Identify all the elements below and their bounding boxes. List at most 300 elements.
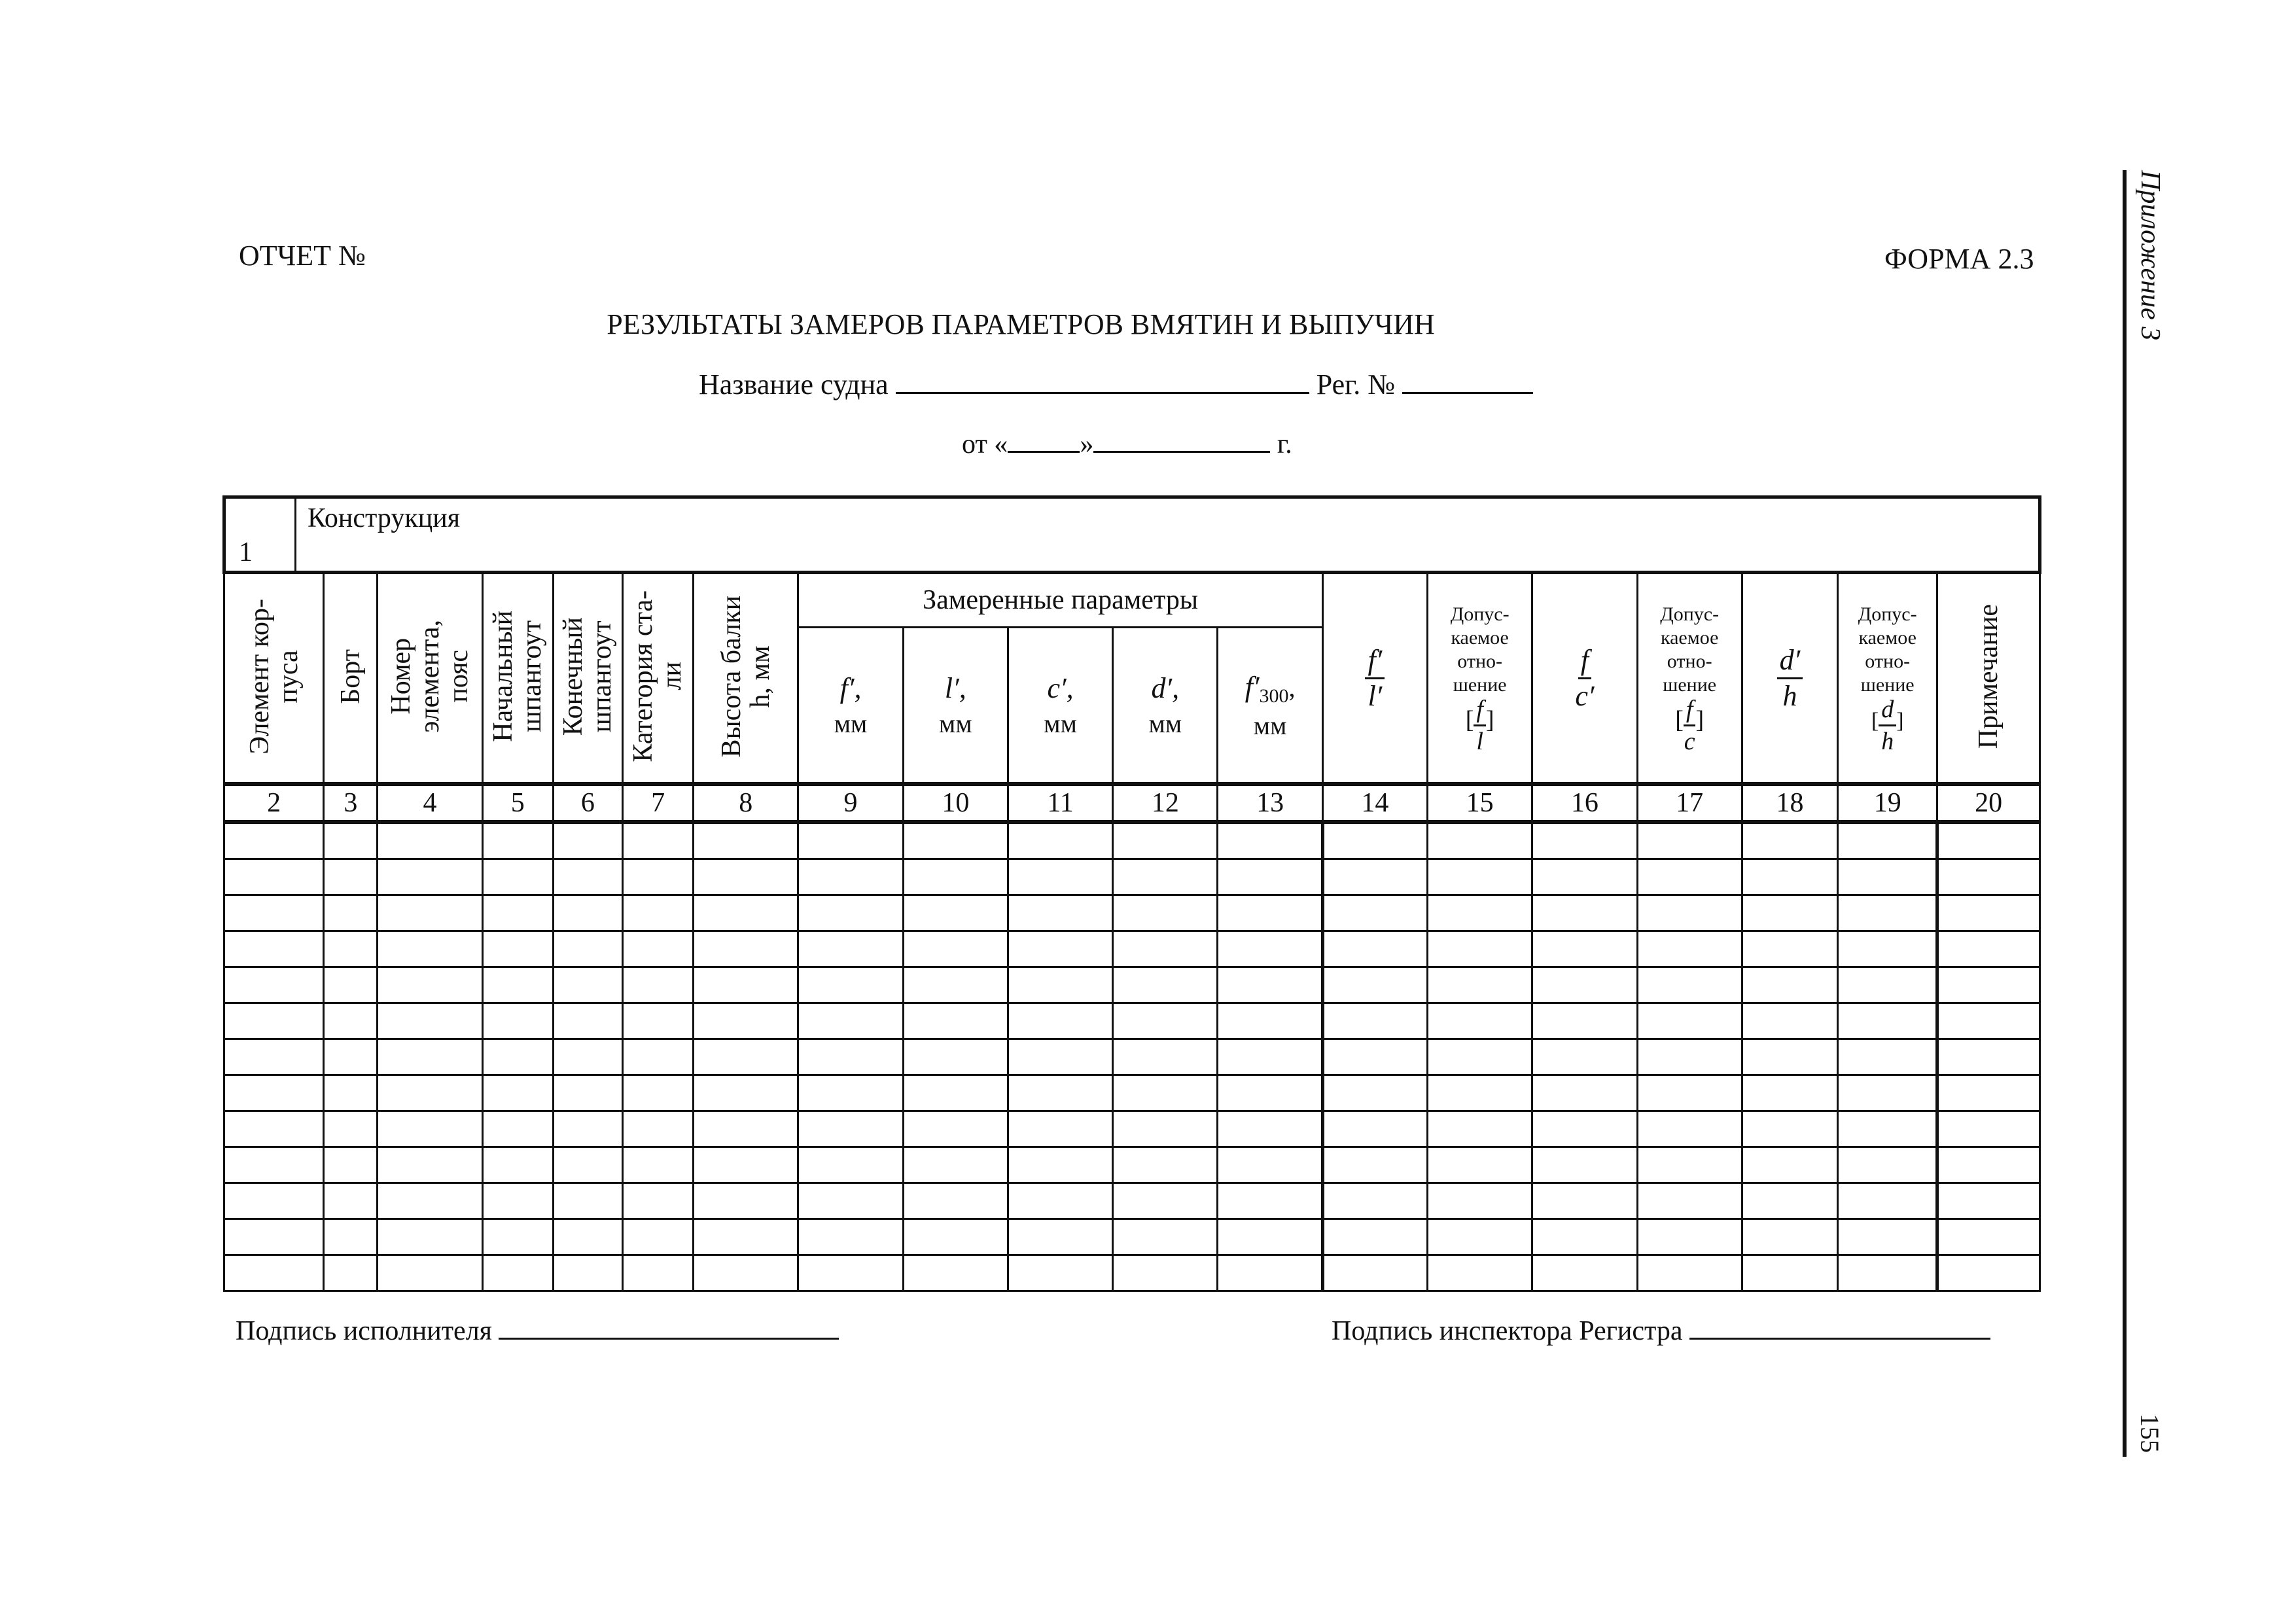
table-cell[interactable] bbox=[798, 1075, 903, 1111]
table-cell[interactable] bbox=[694, 1147, 798, 1183]
table-cell[interactable] bbox=[1937, 967, 2040, 1003]
table-cell[interactable] bbox=[694, 822, 798, 859]
table-cell[interactable] bbox=[1322, 1075, 1427, 1111]
table-cell[interactable] bbox=[1838, 859, 1937, 895]
table-cell[interactable] bbox=[1428, 1003, 1532, 1039]
table-cell[interactable] bbox=[903, 931, 1008, 967]
table-cell[interactable] bbox=[798, 1219, 903, 1255]
header-end-frame: Конечный шпангоут bbox=[553, 573, 622, 785]
table-cell[interactable] bbox=[1218, 1075, 1322, 1111]
column-number-cell: 19 bbox=[1838, 784, 1937, 822]
table-cell[interactable] bbox=[1532, 931, 1637, 967]
table-cell[interactable] bbox=[1838, 1147, 1937, 1183]
table-cell[interactable] bbox=[1322, 1039, 1427, 1075]
ship-name-field[interactable] bbox=[896, 392, 1309, 394]
table-cell[interactable] bbox=[1742, 822, 1837, 859]
table-cell[interactable] bbox=[553, 895, 622, 931]
table-cell[interactable] bbox=[1322, 895, 1427, 931]
table-cell[interactable] bbox=[482, 822, 553, 859]
table-cell[interactable] bbox=[378, 822, 482, 859]
table-cell[interactable] bbox=[798, 859, 903, 895]
table-cell[interactable] bbox=[1428, 967, 1532, 1003]
table-cell[interactable] bbox=[694, 1183, 798, 1219]
table-cell[interactable] bbox=[798, 1183, 903, 1219]
table-cell[interactable] bbox=[1113, 1075, 1218, 1111]
table-cell[interactable] bbox=[324, 1219, 378, 1255]
header-hull-element: Элемент кор- пуса bbox=[224, 573, 324, 785]
table-cell[interactable] bbox=[224, 822, 324, 859]
table-cell[interactable] bbox=[1428, 1219, 1532, 1255]
table-cell[interactable] bbox=[482, 859, 553, 895]
table-cell[interactable] bbox=[903, 1075, 1008, 1111]
table-cell[interactable] bbox=[694, 1075, 798, 1111]
table-cell[interactable] bbox=[798, 931, 903, 967]
table-cell[interactable] bbox=[1742, 895, 1837, 931]
header-param-d: d′, мм bbox=[1113, 628, 1218, 785]
table-cell[interactable] bbox=[378, 1183, 482, 1219]
table-cell[interactable] bbox=[553, 1147, 622, 1183]
table-cell[interactable] bbox=[1008, 895, 1112, 931]
table-cell[interactable] bbox=[324, 1255, 378, 1291]
table-cell[interactable] bbox=[1322, 1219, 1427, 1255]
table-cell[interactable] bbox=[1838, 1003, 1937, 1039]
page-number: 155 bbox=[2135, 1414, 2164, 1453]
table-cell[interactable] bbox=[553, 967, 622, 1003]
column-number-cell: 4 bbox=[378, 784, 482, 822]
table-cell[interactable] bbox=[224, 1111, 324, 1147]
table-cell[interactable] bbox=[482, 1111, 553, 1147]
table-row bbox=[224, 1147, 2040, 1183]
table-cell[interactable] bbox=[482, 1075, 553, 1111]
table-cell[interactable] bbox=[1532, 1183, 1637, 1219]
table-cell[interactable] bbox=[903, 1183, 1008, 1219]
performer-signature-label: Подпись исполнителя bbox=[236, 1316, 492, 1346]
table-row bbox=[224, 895, 2040, 931]
table-cell[interactable] bbox=[1937, 1183, 2040, 1219]
table-cell[interactable] bbox=[224, 895, 324, 931]
table-row bbox=[224, 1039, 2040, 1075]
table-cell[interactable] bbox=[1322, 1183, 1427, 1219]
table-cell[interactable] bbox=[324, 1147, 378, 1183]
table-cell[interactable] bbox=[1838, 1255, 1937, 1291]
table-cell[interactable] bbox=[1113, 1003, 1218, 1039]
construction-row[interactable] bbox=[224, 497, 2040, 573]
side-rule bbox=[2123, 170, 2127, 1457]
table-cell[interactable] bbox=[1937, 931, 2040, 967]
table-cell[interactable] bbox=[798, 1003, 903, 1039]
table-cell[interactable] bbox=[553, 1003, 622, 1039]
table-cell[interactable] bbox=[378, 1111, 482, 1147]
table-cell[interactable] bbox=[694, 859, 798, 895]
table-cell[interactable] bbox=[1838, 1183, 1937, 1219]
table-cell[interactable] bbox=[1742, 1075, 1837, 1111]
table-cell[interactable] bbox=[622, 1219, 693, 1255]
table-cell[interactable] bbox=[903, 1147, 1008, 1183]
table-cell[interactable] bbox=[1532, 1039, 1637, 1075]
table-cell[interactable] bbox=[1742, 1003, 1837, 1039]
table-cell[interactable] bbox=[903, 1111, 1008, 1147]
table-cell[interactable] bbox=[378, 967, 482, 1003]
table-cell[interactable] bbox=[1742, 1039, 1837, 1075]
form-number-label: ФОРМА 2.3 bbox=[1884, 243, 2034, 275]
table-cell[interactable] bbox=[694, 895, 798, 931]
table-cell[interactable] bbox=[1322, 967, 1427, 1003]
table-cell[interactable] bbox=[324, 895, 378, 931]
table-cell[interactable] bbox=[1937, 1147, 2040, 1183]
table-cell[interactable] bbox=[1113, 1147, 1218, 1183]
table-cell[interactable] bbox=[1008, 822, 1112, 859]
table-cell[interactable] bbox=[1532, 967, 1637, 1003]
table-row bbox=[224, 822, 2040, 859]
header-allowed-f-c: Допус- каемое отно- шение [ $\frac{f}{c}$ ] bbox=[1637, 573, 1742, 785]
table-cell[interactable] bbox=[378, 1255, 482, 1291]
table-cell[interactable] bbox=[1428, 1039, 1532, 1075]
table-cell[interactable] bbox=[798, 967, 903, 1003]
table-cell[interactable] bbox=[1113, 822, 1218, 859]
header-start-frame: Начальный шпангоут bbox=[482, 573, 553, 785]
table-cell[interactable] bbox=[1218, 967, 1322, 1003]
table-cell[interactable] bbox=[378, 859, 482, 895]
table-cell[interactable] bbox=[224, 967, 324, 1003]
table-cell[interactable] bbox=[1532, 1255, 1637, 1291]
table-cell[interactable] bbox=[1322, 822, 1427, 859]
table-cell[interactable] bbox=[903, 895, 1008, 931]
column-number-cell: 16 bbox=[1532, 784, 1637, 822]
table-cell[interactable] bbox=[1322, 1003, 1427, 1039]
table-cell[interactable] bbox=[224, 1075, 324, 1111]
table-cell[interactable] bbox=[553, 859, 622, 895]
table-cell[interactable] bbox=[1838, 1039, 1937, 1075]
table-cell[interactable] bbox=[324, 859, 378, 895]
table-cell[interactable] bbox=[1218, 1039, 1322, 1075]
table-cell[interactable] bbox=[1322, 1255, 1427, 1291]
table-cell[interactable] bbox=[798, 1255, 903, 1291]
table-cell[interactable] bbox=[694, 931, 798, 967]
table-cell[interactable] bbox=[1838, 931, 1937, 967]
table-cell[interactable] bbox=[1113, 931, 1218, 967]
table-cell[interactable] bbox=[1742, 859, 1837, 895]
table-cell[interactable] bbox=[553, 1111, 622, 1147]
table-cell[interactable] bbox=[622, 822, 693, 859]
table-cell[interactable] bbox=[903, 1219, 1008, 1255]
table-cell[interactable] bbox=[224, 859, 324, 895]
table-cell[interactable] bbox=[1838, 895, 1937, 931]
header-element-number: Номер элемента, пояс bbox=[378, 573, 482, 785]
table-cell[interactable] bbox=[1428, 859, 1532, 895]
table-cell[interactable] bbox=[1637, 1111, 1742, 1147]
table-cell[interactable] bbox=[1008, 1075, 1112, 1111]
table-cell[interactable] bbox=[1322, 931, 1427, 967]
table-cell[interactable] bbox=[1742, 931, 1837, 967]
inspector-signature-label: Подпись инспектора Регистра bbox=[1332, 1316, 1683, 1346]
report-number-label: ОТЧЕТ № bbox=[239, 240, 366, 272]
table-cell[interactable] bbox=[1113, 895, 1218, 931]
table-cell[interactable] bbox=[1218, 1219, 1322, 1255]
table-cell[interactable] bbox=[224, 1039, 324, 1075]
table-cell[interactable] bbox=[1218, 1003, 1322, 1039]
table-cell[interactable] bbox=[1937, 822, 2040, 859]
table-cell[interactable] bbox=[1637, 1039, 1742, 1075]
table-cell[interactable] bbox=[1532, 1147, 1637, 1183]
table-cell[interactable] bbox=[553, 1255, 622, 1291]
table-cell[interactable] bbox=[622, 1003, 693, 1039]
performer-signature-row bbox=[236, 1315, 839, 1347]
table-cell[interactable] bbox=[622, 1255, 693, 1291]
table-cell[interactable] bbox=[553, 1075, 622, 1111]
table-cell[interactable] bbox=[1532, 859, 1637, 895]
table-cell[interactable] bbox=[1008, 859, 1112, 895]
table-cell[interactable] bbox=[1428, 1255, 1532, 1291]
inspector-signature-field[interactable] bbox=[1689, 1338, 1990, 1340]
table-cell[interactable] bbox=[694, 1003, 798, 1039]
table-cell[interactable] bbox=[324, 1183, 378, 1219]
table-cell[interactable] bbox=[482, 1147, 553, 1183]
table-cell[interactable] bbox=[694, 1039, 798, 1075]
table-cell[interactable] bbox=[1218, 1255, 1322, 1291]
table-cell[interactable] bbox=[324, 1039, 378, 1075]
table-cell[interactable] bbox=[1937, 1255, 2040, 1291]
table-cell[interactable] bbox=[1218, 1147, 1322, 1183]
table-cell[interactable] bbox=[1428, 1147, 1532, 1183]
table-cell[interactable] bbox=[622, 1147, 693, 1183]
table-cell[interactable] bbox=[1008, 1111, 1112, 1147]
table-cell[interactable] bbox=[378, 1039, 482, 1075]
table-cell[interactable] bbox=[1113, 1111, 1218, 1147]
construction-column-number: 1 bbox=[239, 537, 253, 567]
table-cell[interactable] bbox=[1937, 895, 2040, 931]
table-cell[interactable] bbox=[1218, 859, 1322, 895]
table-cell[interactable] bbox=[1113, 1255, 1218, 1291]
table-cell[interactable] bbox=[482, 895, 553, 931]
table-cell[interactable] bbox=[324, 967, 378, 1003]
table-cell[interactable] bbox=[482, 1039, 553, 1075]
table-row bbox=[224, 1003, 2040, 1039]
table-cell[interactable] bbox=[1428, 1183, 1532, 1219]
table-cell[interactable] bbox=[1532, 1111, 1637, 1147]
measurement-table bbox=[222, 495, 2041, 1292]
table-cell[interactable] bbox=[1113, 859, 1218, 895]
table-row bbox=[224, 967, 2040, 1003]
header-note: Примечание bbox=[1937, 573, 2040, 785]
table-cell[interactable] bbox=[1532, 1075, 1637, 1111]
table-cell[interactable] bbox=[553, 1219, 622, 1255]
table-cell[interactable] bbox=[553, 1039, 622, 1075]
table-cell[interactable] bbox=[378, 1219, 482, 1255]
table-cell[interactable] bbox=[553, 1183, 622, 1219]
table-cell[interactable] bbox=[903, 859, 1008, 895]
header-ratio-d-h: $\frac{d'}{h}$ bbox=[1742, 573, 1837, 785]
table-cell[interactable] bbox=[1838, 822, 1937, 859]
table-cell[interactable] bbox=[1637, 1255, 1742, 1291]
table-cell[interactable] bbox=[798, 1111, 903, 1147]
table-cell[interactable] bbox=[324, 1003, 378, 1039]
ship-name-label: Название судна bbox=[699, 368, 889, 401]
header-measured-params: Замеренные параметры bbox=[798, 573, 1322, 628]
table-cell[interactable] bbox=[1637, 1003, 1742, 1039]
table-cell[interactable] bbox=[1113, 967, 1218, 1003]
table-cell[interactable] bbox=[1637, 931, 1742, 967]
table-cell[interactable] bbox=[694, 967, 798, 1003]
table-cell[interactable] bbox=[1838, 967, 1937, 1003]
table-row bbox=[224, 1183, 2040, 1219]
table-cell[interactable] bbox=[1937, 1219, 2040, 1255]
table-cell[interactable] bbox=[622, 1075, 693, 1111]
table-cell[interactable] bbox=[1838, 1111, 1937, 1147]
table-cell[interactable] bbox=[1937, 1111, 2040, 1147]
table-cell[interactable] bbox=[1742, 1183, 1837, 1219]
column-number-cell: 11 bbox=[1008, 784, 1112, 822]
table-cell[interactable] bbox=[798, 1147, 903, 1183]
table-cell[interactable] bbox=[1218, 895, 1322, 931]
date-day-field[interactable] bbox=[1008, 451, 1080, 453]
table-cell[interactable] bbox=[622, 1183, 693, 1219]
table-cell[interactable] bbox=[1838, 1075, 1937, 1111]
table-cell[interactable] bbox=[1428, 822, 1532, 859]
table-cell[interactable] bbox=[1113, 1039, 1218, 1075]
table-cell[interactable] bbox=[1218, 931, 1322, 967]
table-cell[interactable] bbox=[1008, 1255, 1112, 1291]
table-cell[interactable] bbox=[378, 931, 482, 967]
table-cell[interactable] bbox=[798, 895, 903, 931]
table-cell[interactable] bbox=[903, 1003, 1008, 1039]
table-cell[interactable] bbox=[1637, 1219, 1742, 1255]
table-cell[interactable] bbox=[903, 1255, 1008, 1291]
date-month-field[interactable] bbox=[1093, 451, 1270, 453]
table-cell[interactable] bbox=[1113, 1183, 1218, 1219]
column-number-cell: 6 bbox=[553, 784, 622, 822]
table-cell[interactable] bbox=[482, 967, 553, 1003]
table-cell[interactable] bbox=[1742, 1255, 1837, 1291]
table-cell[interactable] bbox=[1637, 1147, 1742, 1183]
table-cell[interactable] bbox=[694, 1111, 798, 1147]
table-cell[interactable] bbox=[1218, 1183, 1322, 1219]
header-allowed-f-l: Допус- каемое отно- шение [ $\frac{f}{l}$ ] bbox=[1428, 573, 1532, 785]
table-cell[interactable] bbox=[224, 1255, 324, 1291]
table-cell[interactable] bbox=[1428, 895, 1532, 931]
header-ratio-f-c: $\frac{f}{c'}$ bbox=[1532, 573, 1637, 785]
performer-signature-field[interactable] bbox=[499, 1338, 839, 1340]
table-cell[interactable] bbox=[1008, 1147, 1112, 1183]
table-cell[interactable] bbox=[324, 1111, 378, 1147]
table-cell[interactable] bbox=[224, 1147, 324, 1183]
table-cell[interactable] bbox=[1937, 1075, 2040, 1111]
table-cell[interactable] bbox=[1637, 895, 1742, 931]
table-cell[interactable] bbox=[1113, 1219, 1218, 1255]
table-cell[interactable] bbox=[622, 967, 693, 1003]
table-cell[interactable] bbox=[1008, 1183, 1112, 1219]
table-cell[interactable] bbox=[482, 1183, 553, 1219]
table-row bbox=[224, 1075, 2040, 1111]
table-cell[interactable] bbox=[1008, 931, 1112, 967]
table-cell[interactable] bbox=[1742, 967, 1837, 1003]
appendix-title: Приложение 3 bbox=[2135, 170, 2165, 341]
table-cell[interactable] bbox=[1937, 859, 2040, 895]
table-cell[interactable] bbox=[482, 1255, 553, 1291]
table-cell[interactable] bbox=[324, 822, 378, 859]
table-cell[interactable] bbox=[482, 1219, 553, 1255]
table-cell[interactable] bbox=[622, 931, 693, 967]
header-param-l: l′, мм bbox=[903, 628, 1008, 785]
header-ratio-f-l: $\frac{f'}{l'}$ bbox=[1322, 573, 1427, 785]
table-cell[interactable] bbox=[1218, 1111, 1322, 1147]
table-cell[interactable] bbox=[798, 822, 903, 859]
table-cell[interactable] bbox=[224, 1003, 324, 1039]
table-cell[interactable] bbox=[224, 1183, 324, 1219]
table-cell[interactable] bbox=[1532, 1219, 1637, 1255]
table-cell[interactable] bbox=[1428, 1111, 1532, 1147]
construction-label: Конструкция bbox=[308, 503, 461, 533]
table-cell[interactable] bbox=[903, 822, 1008, 859]
ship-name-row bbox=[699, 368, 1533, 401]
table-cell[interactable] bbox=[224, 931, 324, 967]
table-cell[interactable] bbox=[1637, 1075, 1742, 1111]
table-cell[interactable] bbox=[553, 822, 622, 859]
table-cell[interactable] bbox=[1532, 822, 1637, 859]
table-cell[interactable] bbox=[1532, 1003, 1637, 1039]
table-cell[interactable] bbox=[378, 895, 482, 931]
table-cell[interactable] bbox=[622, 1039, 693, 1075]
table-cell[interactable] bbox=[1637, 967, 1742, 1003]
column-number-cell: 9 bbox=[798, 784, 903, 822]
table-cell[interactable] bbox=[903, 1039, 1008, 1075]
column-number-cell: 17 bbox=[1637, 784, 1742, 822]
table-cell[interactable] bbox=[622, 1111, 693, 1147]
table-cell[interactable] bbox=[1838, 1219, 1937, 1255]
column-number-cell: 12 bbox=[1113, 784, 1218, 822]
table-cell[interactable] bbox=[1008, 967, 1112, 1003]
table-cell[interactable] bbox=[694, 1255, 798, 1291]
header-steel-category: Категория ста- ли bbox=[622, 573, 693, 785]
table-cell[interactable] bbox=[1937, 1003, 2040, 1039]
table-cell[interactable] bbox=[903, 967, 1008, 1003]
table-cell[interactable] bbox=[378, 1075, 482, 1111]
table-cell[interactable] bbox=[1008, 1039, 1112, 1075]
table-cell[interactable] bbox=[622, 859, 693, 895]
table-cell[interactable] bbox=[622, 895, 693, 931]
table-cell[interactable] bbox=[1742, 1219, 1837, 1255]
table-cell[interactable] bbox=[324, 1075, 378, 1111]
table-cell[interactable] bbox=[1937, 1039, 2040, 1075]
reg-number-field[interactable] bbox=[1402, 392, 1533, 394]
column-number-row bbox=[224, 784, 2040, 822]
table-cell[interactable] bbox=[224, 1219, 324, 1255]
table-cell[interactable] bbox=[1637, 1183, 1742, 1219]
table-cell[interactable] bbox=[1218, 822, 1322, 859]
table-cell[interactable] bbox=[1637, 859, 1742, 895]
table-cell[interactable] bbox=[378, 1003, 482, 1039]
table-cell[interactable] bbox=[1428, 931, 1532, 967]
table-cell[interactable] bbox=[324, 931, 378, 967]
table-cell[interactable] bbox=[1322, 859, 1427, 895]
reg-number-label: Рег. № bbox=[1316, 368, 1396, 401]
table-cell[interactable] bbox=[482, 931, 553, 967]
table-cell[interactable] bbox=[694, 1219, 798, 1255]
table-cell[interactable] bbox=[1742, 1147, 1837, 1183]
table-row bbox=[224, 1111, 2040, 1147]
table-cell[interactable] bbox=[1742, 1111, 1837, 1147]
table-cell[interactable] bbox=[798, 1039, 903, 1075]
table-cell[interactable] bbox=[1532, 895, 1637, 931]
table-cell[interactable] bbox=[1008, 1219, 1112, 1255]
table-cell[interactable] bbox=[1322, 1147, 1427, 1183]
table-cell[interactable] bbox=[1428, 1075, 1532, 1111]
table-cell[interactable] bbox=[553, 931, 622, 967]
table-cell[interactable] bbox=[1637, 822, 1742, 859]
table-cell[interactable] bbox=[378, 1147, 482, 1183]
table-cell[interactable] bbox=[482, 1003, 553, 1039]
table-cell[interactable] bbox=[1008, 1003, 1112, 1039]
table-cell[interactable] bbox=[1322, 1111, 1427, 1147]
